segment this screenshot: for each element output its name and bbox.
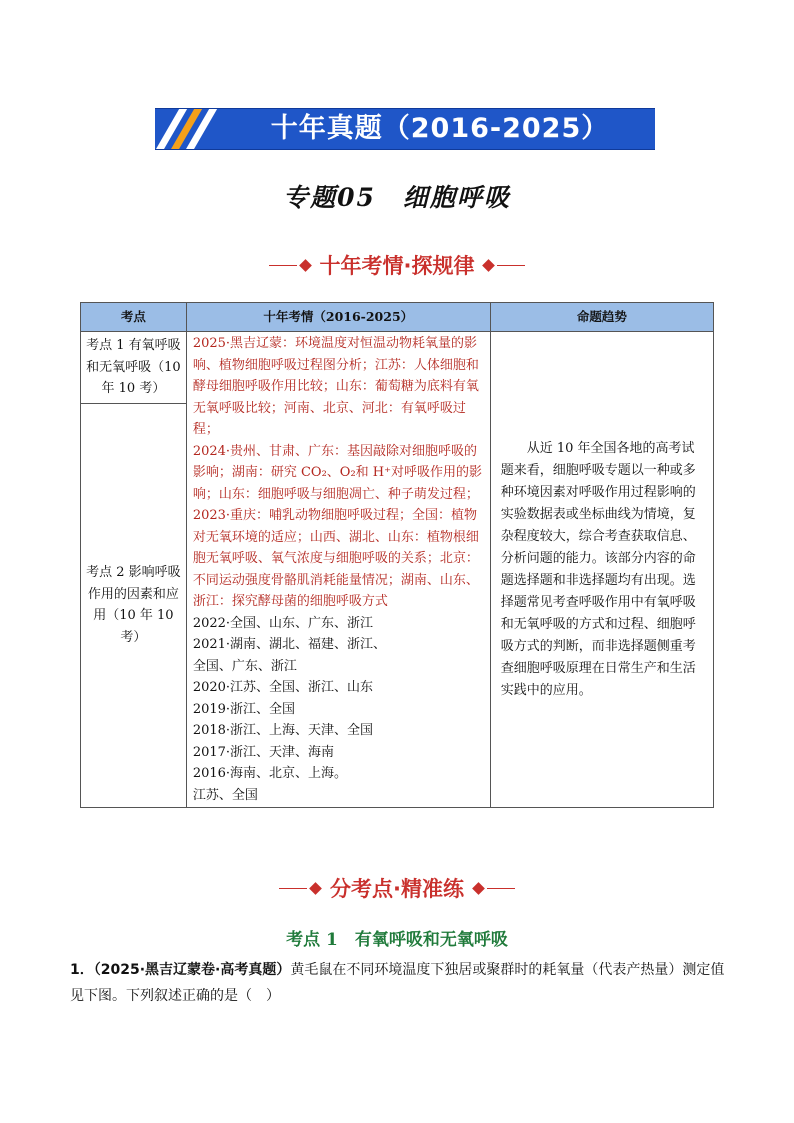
table-header-row <box>81 303 714 332</box>
year-entry-2019: 2019·浙江、全国 <box>192 701 296 717</box>
banner-title: 十年真题（2016-2025） <box>270 113 610 144</box>
overview-table <box>80 302 714 808</box>
year-entry-2017: 2017·浙江、天津、海南 <box>192 744 335 760</box>
decor-diamond-icon <box>299 259 312 272</box>
year-entry-2016: 2016·海南、北京、上海。 <box>192 766 348 781</box>
year-entry-2020: 2020·江苏、全国、浙江、山东 <box>192 680 374 695</box>
exam-point-title: 考点 1 有氧呼吸和无氧呼吸 <box>286 930 508 950</box>
year-entry-2022: 2022·全国、山东、广东、浙江 <box>192 615 374 631</box>
decor-line <box>497 265 525 266</box>
year-entry-2025: 2025·黑吉辽蒙：环境温度对恒温动物耗氧量的影响、植物细胞呼吸过程图分析；江苏：人体细胞和酵母细胞呼吸作用比较；山东：葡萄糖为底料有氧无氧呼吸比较；河南、北京、河北：有氧呼吸过程； <box>192 336 479 437</box>
topic-title: 专题05 细胞呼吸 <box>283 183 511 212</box>
decor-line <box>487 888 515 889</box>
decor-diamond-icon <box>483 259 496 272</box>
year-entry-2021-cont: 全国、广东、浙江 <box>192 658 297 674</box>
decor-diamond-icon <box>472 882 485 895</box>
section-heading-text: 分考点·精准练 <box>330 877 464 901</box>
title-banner <box>155 108 655 150</box>
header-point: 考点 <box>81 303 187 332</box>
year-entry-2018: 2018·浙江、上海、天津、全国 <box>192 723 374 738</box>
year-entry-2021: 2021·湖南、湖北、福建、浙江、 <box>192 637 387 652</box>
header-years: 十年考情（2016-2025） <box>186 303 490 332</box>
year-entry-2016-cont: 江苏、全国 <box>192 787 258 803</box>
year-entry-2023: 2023·重庆：哺乳动物细胞呼吸过程；全国：植物对无氧环境的适应；山西、湖北、山东：植物根细胞无氧呼吸、氧气浓度与细胞呼吸的关系；北京：不同运动强度骨骼肌消耗能量情况；湖南、山东、浙江：探究酵母菌的细胞呼吸方式 <box>192 508 479 609</box>
trend-cell: 从近 10 年全国各地的高考试题来看，细胞呼吸专题以一种或多种环境因素对呼吸作用过程影响的实验数据表或坐标曲线为情境，复杂程度较大，综合考查获取信息、分析问题的能力。该部分内容的命题选择题和非选择题均有出现。选择题常见考查呼吸作用中有氧呼吸和无氧呼吸的方式和过程、细胞呼吸方式的判断，而非选择题侧重考查细胞呼吸原理在日常生产和生活实践中的应用。 <box>490 332 713 808</box>
question-source: （2025·黑吉辽蒙卷·高考真题） <box>93 962 291 978</box>
question-number: 1． <box>70 962 94 978</box>
year-entry-2024: 2024·贵州、甘肃、广东：基因敲除对细胞呼吸的影响；湖南：研究 CO₂、O₂和 H⁺对呼吸作用的影响；山东：细胞呼吸与细胞凋亡、种子萌发过程； <box>192 443 482 502</box>
decor-line <box>279 888 307 889</box>
section-heading-text: 十年考情·探规律 <box>319 254 475 278</box>
question-1 <box>70 957 730 1009</box>
exam-point-2: 考点 2 影响呼吸作用的因素和应用（10 年 10 考） <box>81 403 187 808</box>
section-heading-practice <box>0 873 794 903</box>
decor-diamond-icon <box>309 882 322 895</box>
header-trend: 命题趋势 <box>490 303 713 332</box>
exam-point-1: 考点 1 有氧呼吸和无氧呼吸（10 年 10 考） <box>81 332 187 404</box>
decor-line <box>269 265 297 266</box>
section-heading-overview <box>0 250 794 280</box>
question-text: 黄毛鼠在不同环境温度下独居或聚群时的耗氧量（代表产热量）测定值见下图。下列叙述正确的是（ ） <box>70 962 725 1004</box>
table-row <box>81 332 714 404</box>
years-cell <box>186 332 490 808</box>
